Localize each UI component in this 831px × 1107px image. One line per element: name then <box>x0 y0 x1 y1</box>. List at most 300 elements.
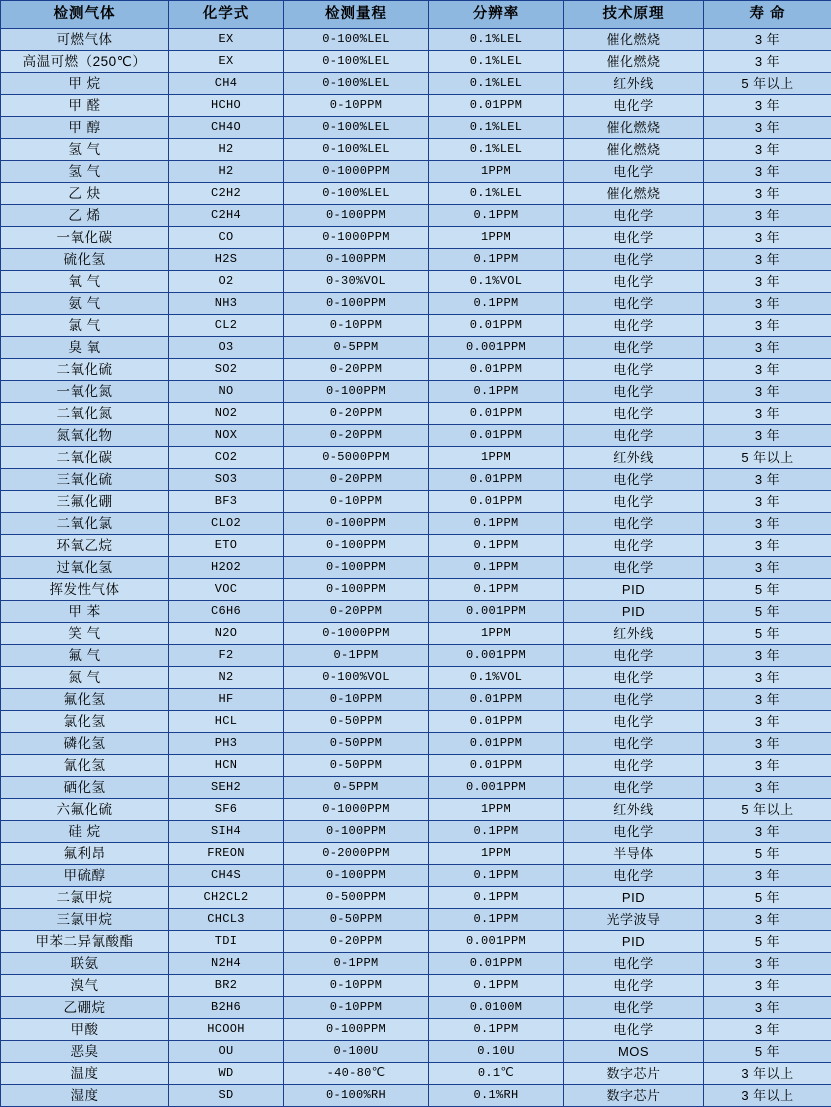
table-row <box>1 865 831 887</box>
cell-formula: C2H2 <box>169 183 284 205</box>
cell-resolution: 0.1%RH <box>429 1085 564 1107</box>
cell-technology: 电化学 <box>564 755 704 777</box>
table-row <box>1 139 831 161</box>
cell-technology: PID <box>564 931 704 953</box>
cell-gas-name: 乙硼烷 <box>1 997 169 1019</box>
cell-lifetime: 5 年 <box>704 1041 831 1063</box>
cell-range: 0-100PPM <box>284 513 429 535</box>
cell-technology: PID <box>564 601 704 623</box>
cell-gas-name: 三氯甲烷 <box>1 909 169 931</box>
cell-resolution: 0.01PPM <box>429 711 564 733</box>
cell-gas-name: 氰化氢 <box>1 755 169 777</box>
cell-technology: 电化学 <box>564 403 704 425</box>
table-row <box>1 689 831 711</box>
cell-formula: H2O2 <box>169 557 284 579</box>
cell-resolution: 0.1%LEL <box>429 51 564 73</box>
cell-range: 0-50PPM <box>284 711 429 733</box>
table-row <box>1 117 831 139</box>
table-row <box>1 403 831 425</box>
table-row <box>1 183 831 205</box>
table-row <box>1 95 831 117</box>
cell-technology: 电化学 <box>564 689 704 711</box>
table-row <box>1 359 831 381</box>
cell-resolution: 1PPM <box>429 447 564 469</box>
table-row <box>1 711 831 733</box>
cell-resolution: 0.001PPM <box>429 777 564 799</box>
table-row <box>1 1085 831 1107</box>
cell-lifetime: 3 年 <box>704 469 831 491</box>
cell-gas-name: 环氧乙烷 <box>1 535 169 557</box>
cell-resolution: 0.1PPM <box>429 557 564 579</box>
cell-lifetime: 3 年 <box>704 975 831 997</box>
cell-formula: WD <box>169 1063 284 1085</box>
cell-resolution: 1PPM <box>429 227 564 249</box>
cell-range: 0-1PPM <box>284 953 429 975</box>
cell-formula: SD <box>169 1085 284 1107</box>
table-row <box>1 29 831 51</box>
table-row <box>1 997 831 1019</box>
cell-formula: BF3 <box>169 491 284 513</box>
cell-resolution: 1PPM <box>429 843 564 865</box>
cell-range: 0-100U <box>284 1041 429 1063</box>
cell-formula: SIH4 <box>169 821 284 843</box>
cell-formula: HCHO <box>169 95 284 117</box>
cell-formula: NO <box>169 381 284 403</box>
table-row <box>1 667 831 689</box>
cell-range: 0-100PPM <box>284 821 429 843</box>
cell-range: 0-1000PPM <box>284 623 429 645</box>
cell-formula: FREON <box>169 843 284 865</box>
cell-range: 0-100%LEL <box>284 29 429 51</box>
cell-formula: N2H4 <box>169 953 284 975</box>
cell-range: 0-100%LEL <box>284 117 429 139</box>
cell-formula: EX <box>169 51 284 73</box>
cell-formula: PH3 <box>169 733 284 755</box>
cell-lifetime: 3 年 <box>704 249 831 271</box>
cell-range: 0-100PPM <box>284 1019 429 1041</box>
cell-formula: CH2CL2 <box>169 887 284 909</box>
cell-gas-name: 温度 <box>1 1063 169 1085</box>
cell-technology: 电化学 <box>564 557 704 579</box>
cell-range: 0-10PPM <box>284 997 429 1019</box>
cell-technology: 电化学 <box>564 997 704 1019</box>
cell-formula: CH4S <box>169 865 284 887</box>
cell-lifetime: 3 年 <box>704 183 831 205</box>
cell-range: 0-5000PPM <box>284 447 429 469</box>
cell-gas-name: 过氧化氢 <box>1 557 169 579</box>
cell-technology: 电化学 <box>564 161 704 183</box>
cell-gas-name: 甲酸 <box>1 1019 169 1041</box>
cell-resolution: 1PPM <box>429 799 564 821</box>
cell-gas-name: 氟化氢 <box>1 689 169 711</box>
cell-gas-name: 甲苯二异氰酸酯 <box>1 931 169 953</box>
cell-technology: 电化学 <box>564 315 704 337</box>
cell-formula: HCN <box>169 755 284 777</box>
cell-technology: 电化学 <box>564 711 704 733</box>
cell-formula: NOX <box>169 425 284 447</box>
cell-resolution: 0.0100M <box>429 997 564 1019</box>
cell-technology: 催化燃烧 <box>564 139 704 161</box>
cell-gas-name: 笑 气 <box>1 623 169 645</box>
table-row <box>1 161 831 183</box>
cell-technology: 电化学 <box>564 359 704 381</box>
cell-lifetime: 3 年 <box>704 777 831 799</box>
cell-formula: C6H6 <box>169 601 284 623</box>
cell-range: 0-10PPM <box>284 95 429 117</box>
cell-gas-name: 挥发性气体 <box>1 579 169 601</box>
cell-technology: 电化学 <box>564 205 704 227</box>
cell-gas-name: 一氧化碳 <box>1 227 169 249</box>
cell-formula: HCOOH <box>169 1019 284 1041</box>
cell-technology: 催化燃烧 <box>564 117 704 139</box>
table-row <box>1 579 831 601</box>
cell-range: 0-2000PPM <box>284 843 429 865</box>
cell-range: 0-20PPM <box>284 931 429 953</box>
cell-range: 0-5PPM <box>284 777 429 799</box>
cell-formula: CH4O <box>169 117 284 139</box>
cell-technology: 红外线 <box>564 799 704 821</box>
cell-lifetime: 3 年 <box>704 909 831 931</box>
cell-resolution: 0.01PPM <box>429 403 564 425</box>
column-header-range: 检测量程 <box>284 1 429 29</box>
table-row <box>1 337 831 359</box>
cell-lifetime: 3 年 <box>704 95 831 117</box>
cell-technology: MOS <box>564 1041 704 1063</box>
cell-formula: CO <box>169 227 284 249</box>
cell-gas-name: 一氧化氮 <box>1 381 169 403</box>
cell-gas-name: 二氧化硫 <box>1 359 169 381</box>
table-row <box>1 975 831 997</box>
cell-formula: O2 <box>169 271 284 293</box>
cell-gas-name: 甲 苯 <box>1 601 169 623</box>
cell-lifetime: 5 年 <box>704 601 831 623</box>
table-row <box>1 953 831 975</box>
cell-technology: 数字芯片 <box>564 1085 704 1107</box>
cell-range: 0-1000PPM <box>284 161 429 183</box>
cell-lifetime: 5 年以上 <box>704 799 831 821</box>
cell-technology: 电化学 <box>564 777 704 799</box>
cell-gas-name: 联氨 <box>1 953 169 975</box>
cell-range: 0-500PPM <box>284 887 429 909</box>
cell-formula: BR2 <box>169 975 284 997</box>
cell-range: 0-100%VOL <box>284 667 429 689</box>
cell-range: 0-100%LEL <box>284 73 429 95</box>
cell-gas-name: 氯化氢 <box>1 711 169 733</box>
cell-range: 0-20PPM <box>284 601 429 623</box>
cell-formula: F2 <box>169 645 284 667</box>
cell-resolution: 1PPM <box>429 623 564 645</box>
cell-technology: 电化学 <box>564 513 704 535</box>
table-header-row <box>1 1 831 29</box>
cell-range: 0-1000PPM <box>284 799 429 821</box>
cell-resolution: 0.1PPM <box>429 1019 564 1041</box>
cell-range: 0-100%RH <box>284 1085 429 1107</box>
cell-lifetime: 3 年 <box>704 403 831 425</box>
cell-resolution: 0.01PPM <box>429 755 564 777</box>
cell-range: 0-50PPM <box>284 733 429 755</box>
cell-lifetime: 3 年 <box>704 359 831 381</box>
cell-formula: SO3 <box>169 469 284 491</box>
cell-formula: NO2 <box>169 403 284 425</box>
cell-gas-name: 氟 气 <box>1 645 169 667</box>
cell-resolution: 0.01PPM <box>429 359 564 381</box>
cell-formula: NH3 <box>169 293 284 315</box>
table-row <box>1 293 831 315</box>
cell-formula: H2 <box>169 139 284 161</box>
cell-technology: 红外线 <box>564 447 704 469</box>
cell-gas-name: 可燃气体 <box>1 29 169 51</box>
cell-range: 0-20PPM <box>284 469 429 491</box>
cell-formula: HF <box>169 689 284 711</box>
cell-lifetime: 3 年 <box>704 381 831 403</box>
cell-technology: 电化学 <box>564 733 704 755</box>
cell-technology: PID <box>564 579 704 601</box>
cell-lifetime: 3 年 <box>704 1019 831 1041</box>
table-row <box>1 623 831 645</box>
cell-resolution: 0.1PPM <box>429 579 564 601</box>
cell-resolution: 0.01PPM <box>429 469 564 491</box>
cell-formula: O3 <box>169 337 284 359</box>
cell-range: 0-10PPM <box>284 689 429 711</box>
cell-gas-name: 氢 气 <box>1 161 169 183</box>
table-body <box>1 29 831 1107</box>
cell-lifetime: 3 年 <box>704 271 831 293</box>
table-row <box>1 469 831 491</box>
cell-formula: N2 <box>169 667 284 689</box>
cell-gas-name: 氮氧化物 <box>1 425 169 447</box>
cell-gas-name: 磷化氢 <box>1 733 169 755</box>
cell-resolution: 0.1PPM <box>429 887 564 909</box>
cell-lifetime: 3 年 <box>704 161 831 183</box>
table-header <box>1 1 831 29</box>
table-row <box>1 249 831 271</box>
cell-gas-name: 甲 烷 <box>1 73 169 95</box>
table-row <box>1 843 831 865</box>
cell-lifetime: 5 年以上 <box>704 73 831 95</box>
cell-range: 0-100%LEL <box>284 51 429 73</box>
cell-formula: CO2 <box>169 447 284 469</box>
cell-resolution: 0.1%VOL <box>429 667 564 689</box>
cell-formula: VOC <box>169 579 284 601</box>
table-row <box>1 1019 831 1041</box>
cell-lifetime: 3 年 <box>704 821 831 843</box>
cell-lifetime: 5 年 <box>704 887 831 909</box>
cell-technology: 电化学 <box>564 975 704 997</box>
cell-gas-name: 甲硫醇 <box>1 865 169 887</box>
cell-technology: 电化学 <box>564 271 704 293</box>
cell-formula: H2S <box>169 249 284 271</box>
column-header-gas-name: 检测气体 <box>1 1 169 29</box>
table-row <box>1 271 831 293</box>
cell-lifetime: 3 年 <box>704 315 831 337</box>
cell-resolution: 0.1%VOL <box>429 271 564 293</box>
cell-gas-name: 硫化氢 <box>1 249 169 271</box>
cell-resolution: 0.1PPM <box>429 205 564 227</box>
cell-resolution: 0.01PPM <box>429 425 564 447</box>
cell-range: 0-100%LEL <box>284 183 429 205</box>
cell-technology: 电化学 <box>564 865 704 887</box>
cell-resolution: 0.01PPM <box>429 315 564 337</box>
table-row <box>1 381 831 403</box>
cell-resolution: 0.01PPM <box>429 95 564 117</box>
cell-lifetime: 3 年 <box>704 513 831 535</box>
cell-range: 0-100PPM <box>284 381 429 403</box>
cell-lifetime: 5 年以上 <box>704 447 831 469</box>
table-row <box>1 799 831 821</box>
cell-formula: EX <box>169 29 284 51</box>
cell-technology: 电化学 <box>564 95 704 117</box>
cell-resolution: 0.001PPM <box>429 645 564 667</box>
cell-formula: B2H6 <box>169 997 284 1019</box>
cell-technology: 电化学 <box>564 491 704 513</box>
table-row <box>1 227 831 249</box>
cell-resolution: 0.1PPM <box>429 975 564 997</box>
cell-lifetime: 3 年 <box>704 51 831 73</box>
cell-technology: 电化学 <box>564 535 704 557</box>
table-row <box>1 887 831 909</box>
cell-lifetime: 3 年 <box>704 755 831 777</box>
cell-resolution: 0.1PPM <box>429 535 564 557</box>
cell-gas-name: 甲 醇 <box>1 117 169 139</box>
cell-gas-name: 二氧化氯 <box>1 513 169 535</box>
cell-technology: 电化学 <box>564 645 704 667</box>
cell-formula: CH4 <box>169 73 284 95</box>
cell-range: -40-80℃ <box>284 1063 429 1085</box>
cell-technology: 电化学 <box>564 667 704 689</box>
cell-gas-name: 氯 气 <box>1 315 169 337</box>
cell-resolution: 0.1PPM <box>429 293 564 315</box>
cell-gas-name: 二氯甲烷 <box>1 887 169 909</box>
cell-technology: 催化燃烧 <box>564 51 704 73</box>
cell-gas-name: 乙 烯 <box>1 205 169 227</box>
table-row <box>1 755 831 777</box>
cell-lifetime: 3 年 <box>704 337 831 359</box>
cell-gas-name: 硅 烷 <box>1 821 169 843</box>
cell-gas-name: 三氟化硼 <box>1 491 169 513</box>
cell-resolution: 0.1%LEL <box>429 73 564 95</box>
cell-formula: CL2 <box>169 315 284 337</box>
cell-lifetime: 5 年 <box>704 843 831 865</box>
cell-gas-name: 二氧化氮 <box>1 403 169 425</box>
cell-resolution: 0.001PPM <box>429 601 564 623</box>
cell-range: 0-100PPM <box>284 535 429 557</box>
cell-range: 0-10PPM <box>284 491 429 513</box>
cell-range: 0-1PPM <box>284 645 429 667</box>
cell-gas-name: 氟利昂 <box>1 843 169 865</box>
cell-resolution: 1PPM <box>429 161 564 183</box>
cell-gas-name: 溴气 <box>1 975 169 997</box>
cell-gas-name: 湿度 <box>1 1085 169 1107</box>
cell-lifetime: 5 年 <box>704 579 831 601</box>
cell-formula: SEH2 <box>169 777 284 799</box>
cell-resolution: 0.1%LEL <box>429 29 564 51</box>
cell-formula: H2 <box>169 161 284 183</box>
cell-technology: 电化学 <box>564 1019 704 1041</box>
cell-lifetime: 3 年 <box>704 557 831 579</box>
cell-gas-name: 乙 炔 <box>1 183 169 205</box>
cell-formula: HCL <box>169 711 284 733</box>
cell-resolution: 0.1PPM <box>429 513 564 535</box>
cell-lifetime: 5 年 <box>704 623 831 645</box>
cell-lifetime: 3 年 <box>704 667 831 689</box>
cell-gas-name: 氨 气 <box>1 293 169 315</box>
cell-range: 0-20PPM <box>284 425 429 447</box>
table-row <box>1 645 831 667</box>
cell-range: 0-100PPM <box>284 293 429 315</box>
cell-technology: 电化学 <box>564 425 704 447</box>
cell-lifetime: 3 年 <box>704 117 831 139</box>
table-row <box>1 491 831 513</box>
cell-resolution: 0.01PPM <box>429 689 564 711</box>
table-row <box>1 557 831 579</box>
cell-formula: ETO <box>169 535 284 557</box>
cell-resolution: 0.1PPM <box>429 865 564 887</box>
cell-resolution: 0.1%LEL <box>429 183 564 205</box>
table-row <box>1 51 831 73</box>
cell-lifetime: 3 年 <box>704 227 831 249</box>
cell-range: 0-100PPM <box>284 205 429 227</box>
cell-lifetime: 3 年以上 <box>704 1063 831 1085</box>
cell-range: 0-20PPM <box>284 403 429 425</box>
cell-resolution: 0.10U <box>429 1041 564 1063</box>
cell-technology: 电化学 <box>564 293 704 315</box>
cell-resolution: 0.1℃ <box>429 1063 564 1085</box>
cell-range: 0-50PPM <box>284 909 429 931</box>
cell-technology: PID <box>564 887 704 909</box>
cell-lifetime: 3 年 <box>704 953 831 975</box>
cell-lifetime: 5 年 <box>704 931 831 953</box>
table-row <box>1 205 831 227</box>
table-row <box>1 601 831 623</box>
cell-gas-name: 三氧化硫 <box>1 469 169 491</box>
cell-gas-name: 二氧化碳 <box>1 447 169 469</box>
cell-lifetime: 3 年 <box>704 139 831 161</box>
cell-lifetime: 3 年 <box>704 865 831 887</box>
cell-formula: N2O <box>169 623 284 645</box>
cell-technology: 催化燃烧 <box>564 29 704 51</box>
cell-technology: 红外线 <box>564 623 704 645</box>
column-header-formula: 化学式 <box>169 1 284 29</box>
column-header-lifetime: 寿 命 <box>704 1 831 29</box>
cell-formula: SO2 <box>169 359 284 381</box>
cell-lifetime: 3 年 <box>704 425 831 447</box>
cell-range: 0-100PPM <box>284 579 429 601</box>
cell-resolution: 0.01PPM <box>429 491 564 513</box>
cell-technology: 光学波导 <box>564 909 704 931</box>
cell-gas-name: 氧 气 <box>1 271 169 293</box>
cell-lifetime: 3 年 <box>704 491 831 513</box>
cell-formula: SF6 <box>169 799 284 821</box>
cell-gas-name: 硒化氢 <box>1 777 169 799</box>
cell-technology: 电化学 <box>564 249 704 271</box>
cell-resolution: 0.01PPM <box>429 733 564 755</box>
cell-range: 0-100%LEL <box>284 139 429 161</box>
cell-resolution: 0.1PPM <box>429 909 564 931</box>
cell-lifetime: 3 年 <box>704 205 831 227</box>
cell-resolution: 0.1%LEL <box>429 117 564 139</box>
table-row <box>1 931 831 953</box>
cell-formula: CHCL3 <box>169 909 284 931</box>
table-row <box>1 1041 831 1063</box>
cell-gas-name: 臭 氧 <box>1 337 169 359</box>
cell-resolution: 0.1%LEL <box>429 139 564 161</box>
cell-range: 0-50PPM <box>284 755 429 777</box>
table-row <box>1 315 831 337</box>
cell-lifetime: 3 年 <box>704 535 831 557</box>
cell-range: 0-10PPM <box>284 975 429 997</box>
cell-resolution: 0.1PPM <box>429 821 564 843</box>
cell-lifetime: 3 年 <box>704 711 831 733</box>
